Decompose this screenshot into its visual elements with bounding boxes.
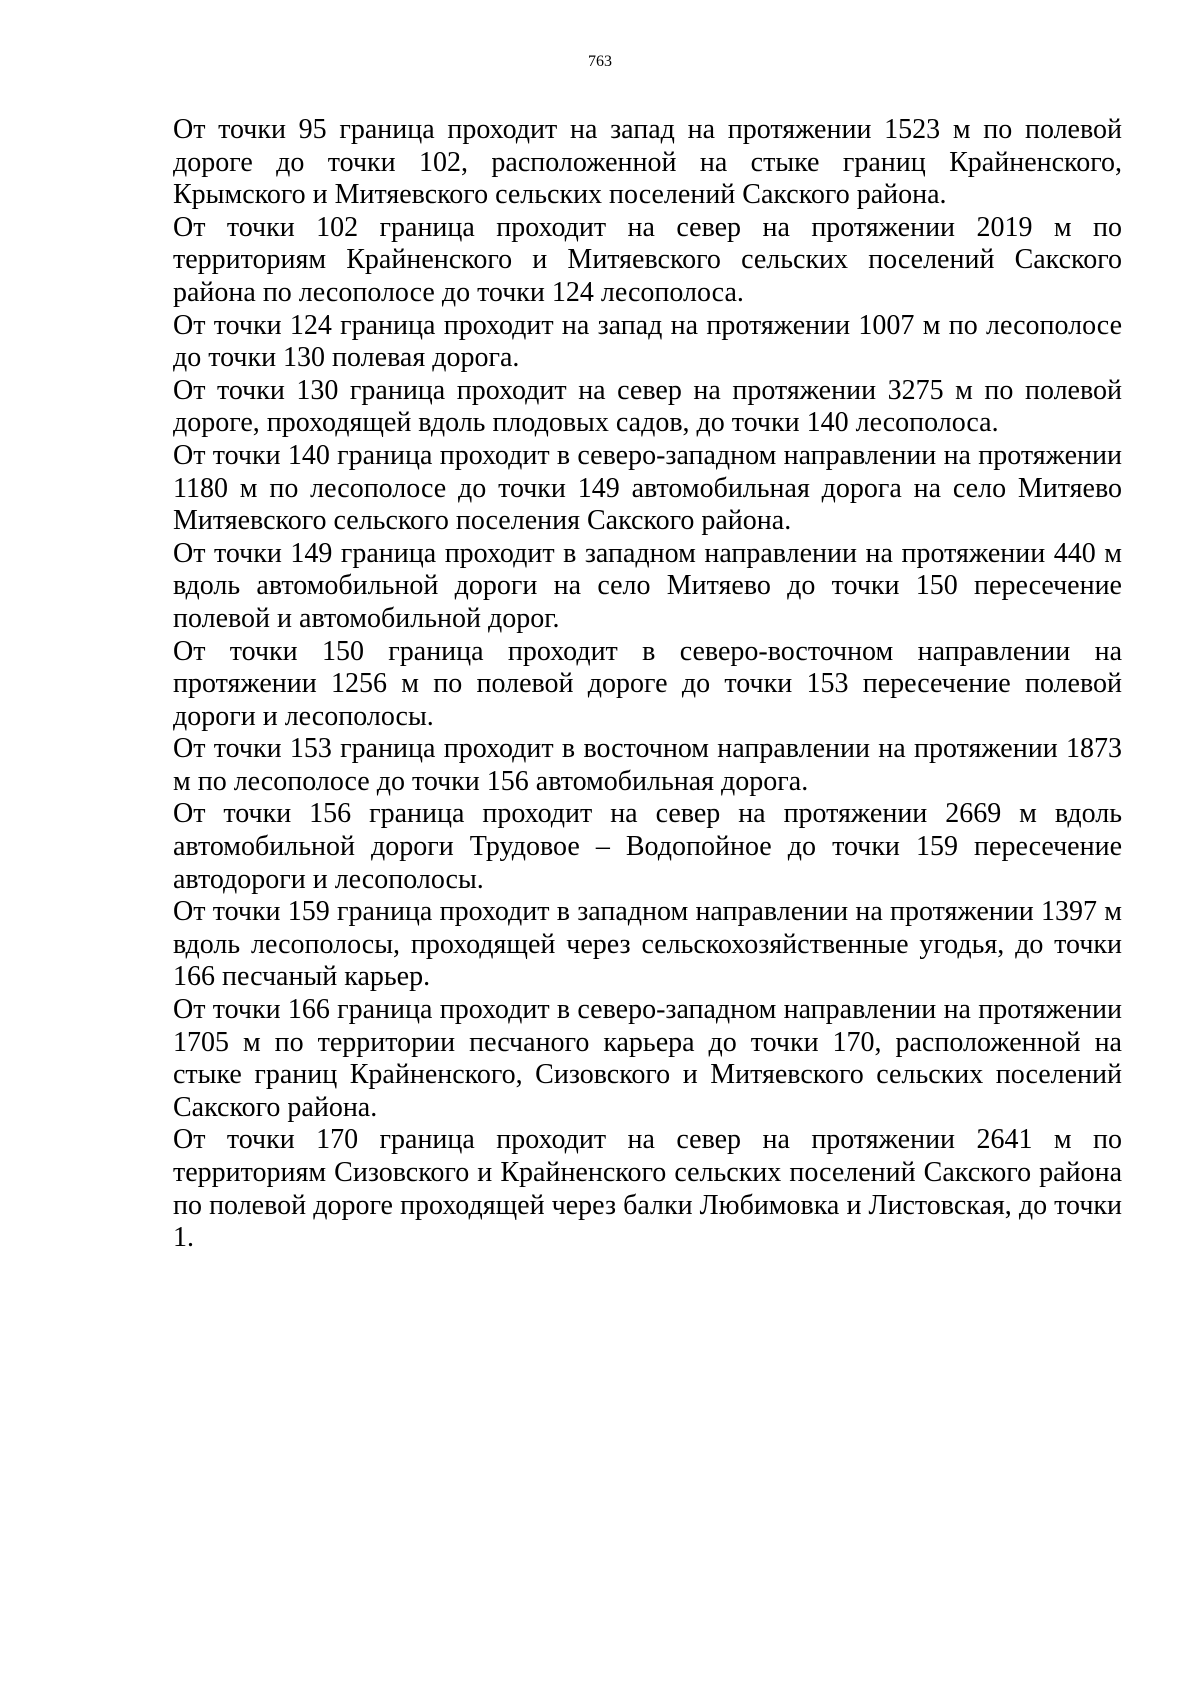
paragraph-point-149: От точки 149 граница проходит в западном направлении на протяжении 440 м вдоль автомобильной дороги на село Митяево до точки 150 пересечение полевой и автомобильной дорог. — [173, 537, 1122, 634]
paragraph-point-153: От точки 153 граница проходит в восточном направлении на протяжении 1873 м по лесополосе до точки 156 автомобильная дорога. — [173, 733, 1122, 797]
paragraph-point-140: От точки 140 граница проходит в северо-западном направлении на протяжении 1180 м по лесополосе до точки 149 автомобильная дорога на село Митяево Митяевского сельского поселения Сакского района. — [173, 439, 1122, 537]
paragraph-point-102: От точки 102 граница проходит на север на протяжении 2019 м по территориям Крайненского и Митяевского сельских поселений Сакского района по лесополосе до точки 124 лесополоса. — [173, 211, 1122, 308]
paragraph-point-130: От точки 130 граница проходит на север на протяжении 3275 м по полевой дороге, проходящей вдоль плодовых садов, до точки 140 лесополоса. — [173, 374, 1122, 439]
paragraph-point-150: От точки 150 граница проходит в северо-восточном направлении на протяжении 1256 м по полевой дороге до точки 153 пересечение полевой дороги и лесополосы. — [173, 635, 1122, 732]
paragraph-point-159: От точки 159 граница проходит в западном направлении на протяжении 1397 м вдоль лесополосы, проходящей через сельскохозяйственные угодья, до точки 166 песчаный карьер. — [173, 896, 1122, 993]
paragraph-point-124: От точки 124 граница проходит на запад на протяжении 1007 м по лесополосе до точки 130 полевая дорога. — [173, 309, 1122, 374]
paragraph-point-166: От точки 166 граница проходит в северо-западном направлении на протяжении 1705 м по территории песчаного карьера до точки 170, расположенной на стыке границ Крайненского, Сизовского и Митяевского сельских поселений Сакского района. — [173, 994, 1122, 1123]
paragraph-point-170: От точки 170 граница проходит на север на протяжении 2641 м по территориям Сизовского и Крайненского сельских поселений Сакского района по полевой дороге проходящей через балки Любимовка и Листовская, до точки 1. — [173, 1124, 1122, 1254]
page-number: 763 — [588, 53, 612, 70]
paragraph-point-156: От точки 156 граница проходит на север на протяжении 2669 м вдоль автомобильной дороги Трудовое – Водопойное до точки 159 пересечение автодороги и лесополосы. — [173, 798, 1122, 895]
document-body — [173, 114, 1122, 1255]
paragraph-point-95: От точки 95 граница проходит на запад на протяжении 1523 м по полевой дороге до точки 102, расположенной на стыке границ Крайненского, Крымского и Митяевского сельских поселений Сакского района. — [173, 114, 1122, 211]
